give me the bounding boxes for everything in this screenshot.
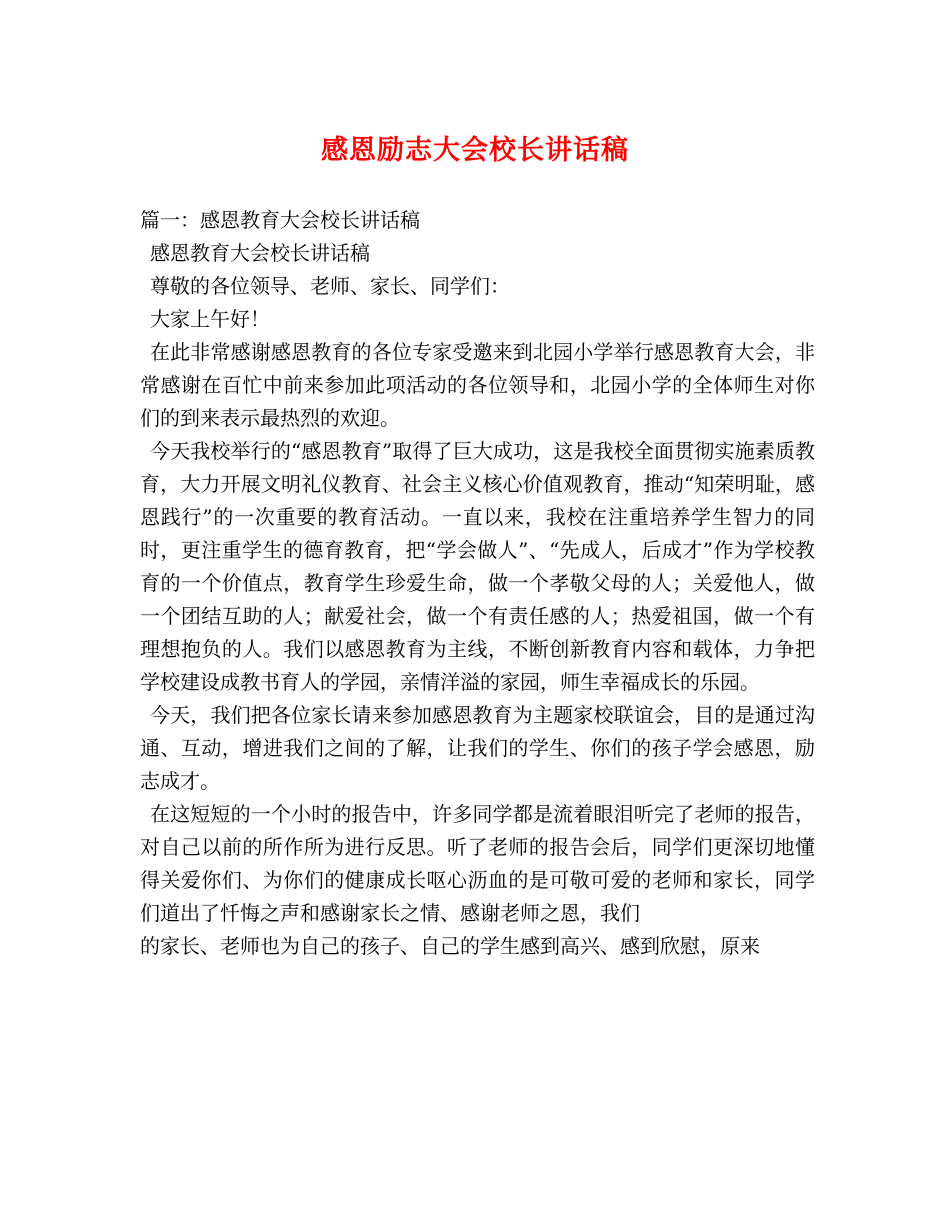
speech-title: 感恩教育大会校长讲话稿 — [150, 241, 370, 265]
paragraph: 在这短短的一个小时的报告中，许多同学都是流着眼泪听完了老师的报告，对自己以前的所作所为进行反思。听了老师的报告会后，同学们更深切地懂得关爱你们、为你们的健康成长呕心沥血的是可敬可爱的老师和家长，同学们道出了忏悔之声和感谢家长之情、感谢老师之恩，我们 — [140, 802, 815, 925]
paragraph: 在此非常感谢感恩教育的各位专家受邀来到北园小学举行感恩教育大会，非常感谢在百忙中前来参加此项活动的各位领导和，北园小学的全体师生对你们的到来表示最热烈的欢迎。 — [140, 340, 815, 430]
document-title: 感恩励志大会校长讲话稿 — [321, 135, 629, 166]
paragraph: 今天，我们把各位家长请来参加感恩教育为主题家校联谊会，目的是通过沟通、互动，增进我们之间的了解，让我们的学生、你们的孩子学会感恩，励志成才。 — [140, 703, 815, 793]
paragraph: 今天我校举行的“感恩教育”取得了巨大成功，这是我校全面贯彻实施素质教育，大力开展文明礼仪教育、社会主义核心价值观教育，推动“知荣明耻，感恩践行”的一次重要的教育活动。一直以来，我校在注重培养学生智力的同时，更注重学生的德育教育，把“学会做人”、“先成人，后成才”作为学校教育的一个价值点，教育学生珍爱生命，做一个孝敬父母的人；关爱他人，做一个团结互助的人；献爱社会，做一个有责任感的人；热爱祖国，做一个有理想抱负的人。我们以感恩教育为主线，不断创新教育内容和载体，力争把学校建设成教书育人的学园，亲情洋溢的家园，师生幸福成长的乐园。 — [140, 439, 815, 694]
document-body — [140, 204, 815, 963]
salutation: 尊敬的各位领导、老师、家长、同学们： — [150, 274, 510, 298]
section-heading: 篇一：感恩教育大会校长讲话稿 — [140, 208, 420, 232]
paragraph-continuation: 的家长、老师也为自己的孩子、自己的学生感到高兴、感到欣慰，原来 — [140, 934, 760, 958]
greeting: 大家上午好！ — [150, 307, 270, 331]
